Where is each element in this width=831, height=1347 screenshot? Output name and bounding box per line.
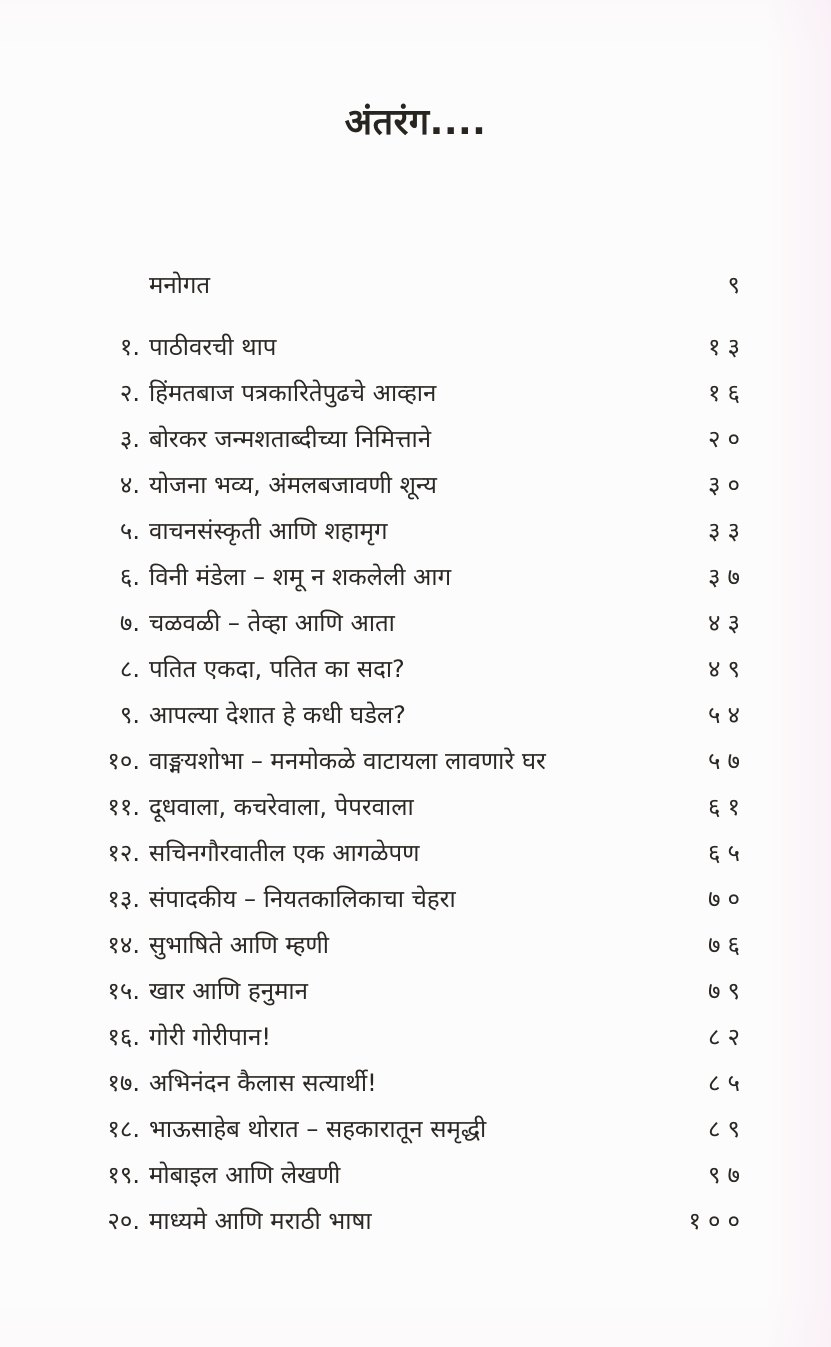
toc-page-number: ८९ xyxy=(708,1115,747,1143)
toc-page-number: ७० xyxy=(708,885,747,913)
toc-row xyxy=(100,646,747,692)
toc-entry-number: १०. xyxy=(107,747,140,775)
toc-entry-title: वाङ्मयशोभा – मनमोकळे वाटायला लावणारे घर xyxy=(149,747,546,775)
toc-entry-number: ११. xyxy=(107,793,140,821)
toc-entry-number: १. xyxy=(119,333,140,361)
toc-entry-title: पाठीवरची थाप xyxy=(149,333,277,361)
toc-entry-number: १४. xyxy=(107,931,140,959)
toc-entry-title: दूधवाला, कचरेवाला, पेपरवाला xyxy=(149,793,414,821)
toc-row xyxy=(100,1060,747,1106)
toc-row xyxy=(100,922,747,968)
toc-page-number: १३ xyxy=(708,333,747,361)
toc-row xyxy=(100,1106,747,1152)
toc-row xyxy=(100,1198,747,1244)
toc-entry-number: १९. xyxy=(107,1161,140,1189)
page-title: अंतरंग.... xyxy=(344,102,487,143)
toc-entry-number: २. xyxy=(119,379,140,407)
toc-page-number: ९ xyxy=(727,271,747,299)
toc-entry-number: ४. xyxy=(119,471,140,499)
toc-entry-title: योजना भव्य, अंमलबजावणी शून्य xyxy=(149,471,437,499)
toc-entry-title: वाचनसंस्कृती आणि शहामृग xyxy=(149,517,388,545)
toc-row xyxy=(100,876,747,922)
toc-entry-title: गोरी गोरीपान! xyxy=(149,1023,271,1051)
toc-entry-title: मनोगत xyxy=(149,271,211,299)
toc-entry-title: अभिनंदन कैलास सत्यार्थी! xyxy=(149,1069,377,1097)
toc-row xyxy=(100,738,747,784)
toc-row xyxy=(100,784,747,830)
toc-page-number: ३७ xyxy=(708,563,747,591)
toc-page-number: ५४ xyxy=(708,701,747,729)
toc-row xyxy=(100,600,747,646)
toc-entry-title: विनी मंडेला – शमू न शकलेली आग xyxy=(149,563,452,591)
toc-entry-title: हिंमतबाज पत्रकारितेपुढचे आव्हान xyxy=(149,379,437,407)
toc-entry-title: पतित एकदा, पतित का सदा? xyxy=(149,655,405,683)
toc-row xyxy=(100,462,747,508)
toc-row xyxy=(100,370,747,416)
toc-row xyxy=(100,324,747,370)
toc-entry-title: बोरकर जन्मशताब्दीच्या निमित्ताने xyxy=(149,425,432,453)
toc-entry-title: सचिनगौरवातील एक आगळेपण xyxy=(149,839,420,867)
toc-entry-title: भाऊसाहेब थोरात – सहकारातून समृद्धी xyxy=(149,1115,487,1143)
toc-page-number: ७६ xyxy=(708,931,747,959)
toc-page-number: ७९ xyxy=(708,977,747,1005)
toc-row xyxy=(100,262,747,308)
toc-entry-number: ७. xyxy=(119,609,140,637)
toc-page-number: ९७ xyxy=(708,1161,747,1189)
toc-row xyxy=(100,1014,747,1060)
toc-entry-title: चळवळी – तेव्हा आणि आता xyxy=(149,609,395,637)
toc-entry-number: ८. xyxy=(119,655,140,683)
toc-row xyxy=(100,968,747,1014)
toc-entry-title: आपल्या देशात हे कधी घडेल? xyxy=(149,701,406,729)
table-of-contents xyxy=(100,262,747,1244)
toc-page-number: १०० xyxy=(688,1207,747,1235)
toc-entry-title: सुभाषिते आणि म्हणी xyxy=(149,931,329,959)
toc-page-number: ४९ xyxy=(708,655,747,683)
toc-page-number: ४३ xyxy=(708,609,747,637)
toc-row xyxy=(100,1152,747,1198)
toc-entry-number: २०. xyxy=(107,1207,140,1235)
toc-page-number: ३० xyxy=(708,471,747,499)
toc-entry-number: ५. xyxy=(119,517,140,545)
toc-page-number: ८२ xyxy=(708,1023,747,1051)
toc-page-number: ५७ xyxy=(708,747,747,775)
toc-entry-number: १३. xyxy=(107,885,140,913)
toc-entry-number: ६. xyxy=(119,563,140,591)
toc-page-number: ६५ xyxy=(708,839,747,867)
toc-entry-number: ९. xyxy=(119,701,140,729)
toc-row xyxy=(100,830,747,876)
toc-page-number: ६१ xyxy=(708,793,747,821)
toc-entry-number: १६. xyxy=(107,1023,140,1051)
toc-entry-title: खार आणि हनुमान xyxy=(149,977,308,1005)
toc-page-number: ३३ xyxy=(708,517,747,545)
toc-row xyxy=(100,416,747,462)
toc-row xyxy=(100,554,747,600)
toc-page-number: ८५ xyxy=(708,1069,747,1097)
toc-row xyxy=(100,508,747,554)
toc-entry-title: मोबाइल आणि लेखणी xyxy=(149,1161,341,1189)
toc-entry-number: ३. xyxy=(119,425,140,453)
toc-row xyxy=(100,692,747,738)
toc-entry-number: १२. xyxy=(107,839,140,867)
toc-entry-title: संपादकीय – नियतकालिकाचा चेहरा xyxy=(149,885,456,913)
toc-entry-number: १८. xyxy=(107,1115,140,1143)
toc-page-number: १६ xyxy=(708,379,747,407)
toc-entry-number: १७. xyxy=(107,1069,140,1097)
toc-entry-number: १५. xyxy=(107,977,140,1005)
toc-entry-title: माध्यमे आणि मराठी भाषा xyxy=(149,1207,372,1235)
toc-page-number: २० xyxy=(708,425,747,453)
